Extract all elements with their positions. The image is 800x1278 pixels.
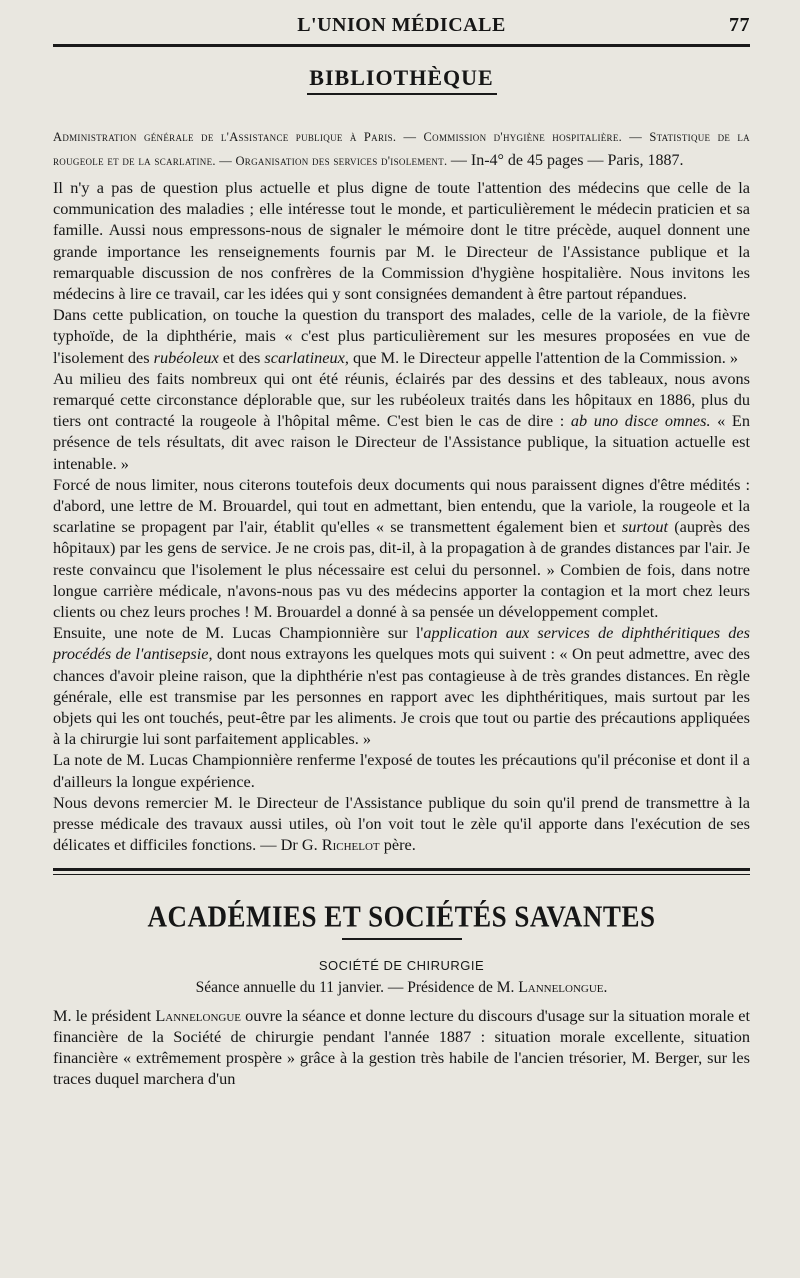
running-head: [53, 14, 750, 40]
bibliographic-reference: [53, 125, 750, 173]
paragraph: [53, 1005, 750, 1090]
section-divider: [53, 868, 750, 875]
paragraph: La note de M. Lucas Championnière renferme l'exposé de toutes les précautions qu'il préconise et dont il a d'ailleurs la longue expérience.: [53, 750, 750, 791]
paragraph: Il n'y a pas de question plus actuelle et plus digne de toute l'attention des médecins que celle de la communication des maladies ; elle intéresse tout le monde, et particulièrement le médecin praticien et sa famille. Aussi nous empressons-nous de signaler le mémoire dont le titre précède, auquel donnent une grande importance les renseignements fournis par M. le Directeur de l'Assistance publique et la remarquable discussion de nos confrères de la Commission d'hygiène hospitalière. Nous invitons les médecins à lire ce travail, car les idées qui y sont consignées demandent à être partout répandues.: [53, 178, 750, 304]
paragraph: [53, 792, 750, 856]
text-run: M. le président: [53, 1005, 156, 1025]
italic-run: surtout: [621, 517, 669, 537]
president-name: Lannelongue: [518, 978, 604, 996]
session-line: [53, 979, 750, 997]
reference-details: — In-4° de 45 pages — Paris, 1887.: [450, 152, 684, 169]
page-number: 77: [729, 14, 750, 36]
paragraph: [53, 304, 750, 368]
text-run: (auprès des hôpitaux) par les gens de service. Je ne crois pas, dit-il, à la propagation à de grandes distances par l'air. Je reste convaincu que l'isolement le plus nécessaire est celui du personnel. » Combien de fois, dans notre longue carrière médicale, n'avons-nous pas vu des médecins apporter la contagion et la mort chez leurs clients ou chez leurs proches ! M. Brouardel a donné à sa pensée un développement complet.: [53, 517, 750, 622]
text-run: Nous devons remercier M. le Directeur de l'Assistance publique du soin qu'il prend de transmettre à la presse médicale des travaux aussi utiles, où l'on voit tout le zèle qu'il apporte dans l'exécution de ses délicates et difficiles fonctions. — Dr G.: [53, 792, 750, 855]
president-name: Lannelongue: [155, 1005, 242, 1025]
italic-run: ab uno disce omnes.: [570, 411, 711, 431]
text-run: Au milieu des faits nombreux qui ont été réunis, éclairés par des dessins et des tableaux, nous avons remarqué cette circonstance déplorable que, sur les rubéoleux traités dans les hôpitaux en 1886, plus du tiers ont contracté la rougeole à l'hôpital même. C'est bien le cas de dire :: [53, 368, 750, 431]
academies-title-rule: [342, 938, 462, 940]
paragraph: [53, 368, 750, 474]
header-rule: [53, 44, 750, 47]
text-run: père.: [379, 835, 416, 855]
paragraph: [53, 474, 750, 622]
text-run: Forcé de nous limiter, nous citerons toutefois deux documents qui nous paraissent dignes d'être médités : d'abord, une lettre de M. Brouardel, qui tout en admettant, bien entendu, que la variole, la rougeole et la scarlatine se propagent par l'air, établit qu'elles « se transmettent également bien et: [53, 474, 750, 537]
text-run: Dans cette publication, on touche la question du transport des malades, celle de la variole, de la fièvre typhoïde, de la diphthérie, mais « c'est plus particulièrement sur les mesures proposées en vue de l'isolement des: [53, 305, 750, 367]
text-run: Séance annuelle du 11 janvier. — Présidence de M.: [195, 978, 519, 996]
italic-run: rubéoleux: [153, 347, 219, 367]
paragraph: [53, 622, 750, 749]
text-run: Ensuite, une note de M. Lucas Championnière sur l': [53, 623, 424, 643]
society-report-text: [53, 1005, 750, 1090]
italic-run: application aux services de diphthéritiques des procédés de l'antisepsie,: [53, 623, 750, 664]
divider-thick: [53, 868, 750, 871]
text-run: « En présence de tels résultats, dit avec raison le Directeur de l'Assistance publique, la situation actuelle est intenable. »: [53, 411, 750, 473]
academies-title: ACADÉMIES ET SOCIÉTÉS SAVANTES: [147, 898, 656, 933]
text-run: dont nous extrayons les quelques mots qui suivent : « On peut admettre, avec des chances d'avoir pleine raison, que la diphthérie n'est pas contagieuse à de très grandes distances. En règle générale, elle est transmise par les personnes en rapport avec les diphthéritiques, mais surtout par les objets qui les ont touchés, peut-être par les aliments. Je crois que tout ou partie des précautions appliquées à la chirurgie lui sont parfaitement applicables. »: [53, 644, 750, 749]
bibliotheque-title-rule: [307, 93, 497, 95]
bibliotheque-title: BIBLIOTHÈQUE: [309, 65, 494, 90]
text-run: et des: [218, 347, 265, 367]
text-run: .: [603, 978, 608, 996]
journal-title: L'UNION MÉDICALE: [297, 14, 506, 36]
review-text: [53, 177, 750, 856]
text-run: , que M. le Directeur appelle l'attention de la Commission. »: [344, 347, 739, 367]
divider-thin: [53, 874, 750, 875]
society-name: SOCIÉTÉ DE CHIRURGIE: [318, 957, 485, 973]
text-run: ouvre la séance et donne lecture du discours d'usage sur la situation morale et financière de la Société de chirurgie pendant l'année 1887 : situation morale excellente, situation financière « extrêmement prospère » grâce à la gestion très habile de l'ancien trésorier, M. Berger, sur les traces duquel marchera d'un: [53, 1005, 750, 1089]
italic-run: scarlatineux: [264, 347, 345, 367]
reference-title: Administration générale de l'Assistance publique à Paris. — Commission d'hygiène hospitalière. — Statistique de la rougeole et de la scarlatine. — Organisation des services d'isolement.: [53, 130, 750, 168]
author-name: Richelot: [321, 835, 380, 855]
